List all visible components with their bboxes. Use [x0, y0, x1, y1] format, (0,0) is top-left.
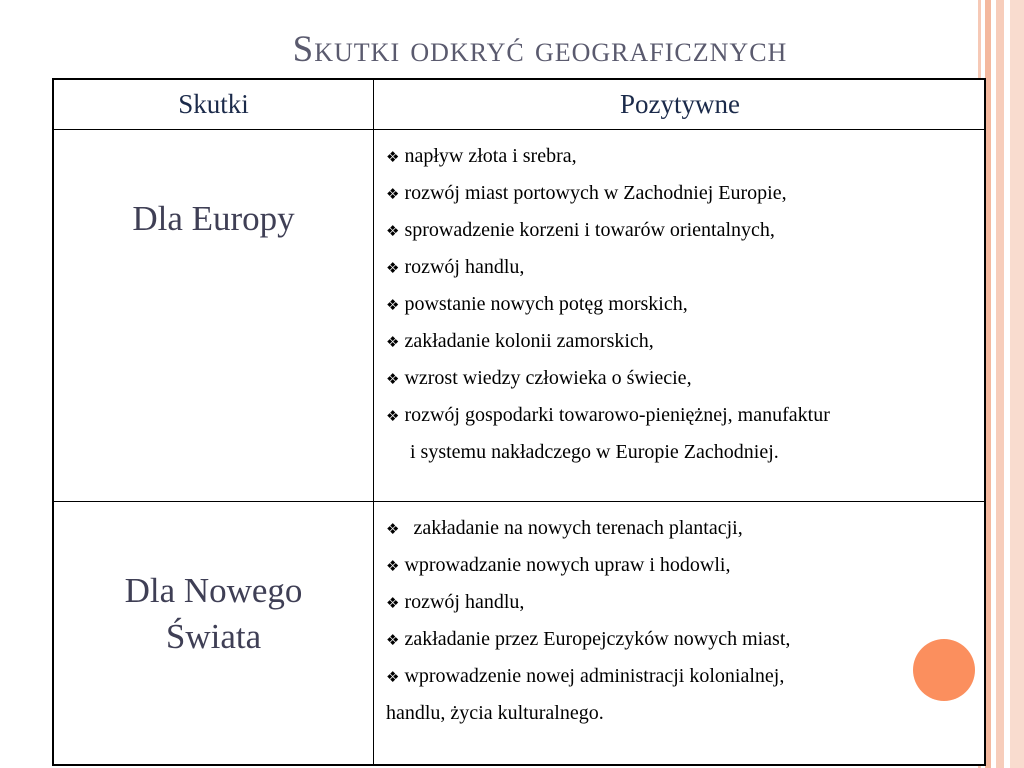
list-item: ❖ zakładanie na nowych terenach plantacji,	[386, 517, 743, 539]
slide-title: Skutki odkryć geograficznych	[292, 29, 788, 70]
diamond-bullet-icon: ❖	[386, 333, 400, 351]
header-pozytywne: Pozytywne	[620, 89, 740, 119]
row-label-new-world-line1: Dla Nowego	[124, 571, 303, 610]
new-world-effects-list	[386, 510, 981, 731]
list-item: ❖ rozwój handlu,	[386, 256, 525, 278]
europe-effects-list	[386, 138, 981, 470]
list-item: ❖ rozwój handlu,	[386, 591, 525, 613]
list-item: ❖ sprowadzenie korzeni i towarów orientalnych,	[386, 219, 775, 241]
diamond-bullet-icon: ❖	[386, 407, 400, 425]
decor-stripe-4	[1010, 0, 1024, 768]
list-item: ❖ rozwój miast portowych w Zachodniej Europie,	[386, 182, 787, 204]
diamond-bullet-icon: ❖	[386, 557, 400, 575]
diamond-bullet-icon: ❖	[386, 185, 400, 203]
diamond-bullet-icon: ❖	[386, 520, 400, 538]
header-divider	[54, 129, 984, 130]
list-item: ❖ wprowadzenie nowej administracji kolonialnej,	[386, 665, 785, 687]
header-skutki: Skutki	[178, 89, 249, 119]
list-item-continuation: i systemu nakładczego w Europie Zachodniej.	[410, 441, 779, 463]
list-item: ❖ zakładanie kolonii zamorskich,	[386, 330, 654, 352]
diamond-bullet-icon: ❖	[386, 222, 400, 240]
diamond-bullet-icon: ❖	[386, 370, 400, 388]
list-item: ❖ napływ złota i srebra,	[386, 145, 577, 167]
diamond-bullet-icon: ❖	[386, 259, 400, 277]
diamond-bullet-icon: ❖	[386, 631, 400, 649]
list-item: ❖ wprowadzanie nowych upraw i hodowli,	[386, 554, 731, 576]
decor-stripe-3	[996, 0, 1004, 768]
list-item: ❖ wzrost wiedzy człowieka o świecie,	[386, 367, 692, 389]
row-divider	[54, 501, 984, 502]
row-label-europe: Dla Europy	[132, 199, 295, 238]
effects-table	[52, 78, 986, 766]
list-item: ❖ powstanie nowych potęg morskich,	[386, 293, 688, 315]
column-divider	[373, 80, 374, 764]
diamond-bullet-icon: ❖	[386, 594, 400, 612]
decor-circle	[913, 639, 975, 701]
list-item: ❖ zakładanie przez Europejczyków nowych miast,	[386, 628, 791, 650]
diamond-bullet-icon: ❖	[386, 148, 400, 166]
row-label-new-world	[54, 568, 373, 660]
diamond-bullet-icon: ❖	[386, 668, 400, 686]
diamond-bullet-icon: ❖	[386, 296, 400, 314]
list-item-continuation: handlu, życia kulturalnego.	[386, 702, 604, 724]
row-label-new-world-line2: Świata	[165, 617, 262, 656]
list-item: ❖ rozwój gospodarki towarowo-pieniężnej, manufaktur	[386, 404, 830, 426]
